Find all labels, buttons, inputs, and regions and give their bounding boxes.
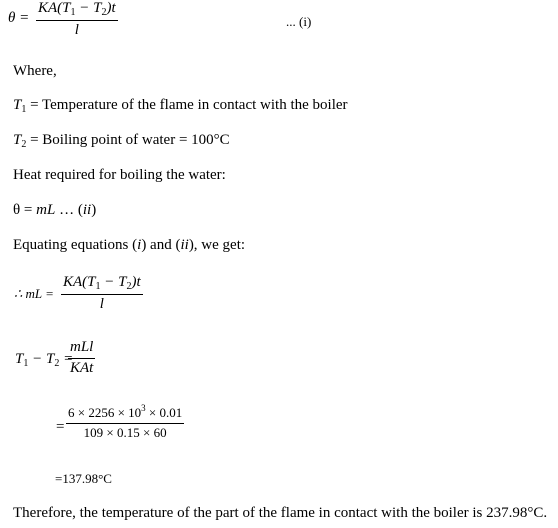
definition-t1: $T_1$ = Temperature of the flame in contact with the boiler	[13, 97, 348, 115]
eq4-fraction	[68, 339, 95, 377]
definition-t2: $T_2$ = Boiling point of water = 100°C	[13, 132, 230, 150]
eq5-denominator: 109 × 0.15 × 60	[83, 425, 167, 440]
eq3-numerator: $KA(T_1 - T_2)t$	[63, 274, 141, 292]
heat-required-line: Heat required for boiling the water:	[13, 167, 226, 183]
eq4-numerator: mLl	[70, 339, 94, 355]
eq1-tag: ... (i)	[286, 14, 312, 29]
eq1-fraction	[36, 0, 118, 39]
conclusion-line: Therefore, the temperature of the part of the flame in contact with the boiler is 237.98°C.	[13, 505, 548, 521]
eq2-line: θ = mL … (ii)	[13, 202, 97, 218]
eq5-fraction	[66, 403, 184, 441]
eq1-fraction-bar	[36, 20, 118, 21]
eq4-denominator: KAt	[70, 360, 94, 376]
eq4-fraction-bar	[68, 358, 95, 359]
where-label: Where,	[13, 63, 57, 79]
eq5-equals: =	[56, 419, 65, 435]
eq1-numerator: $KA(T_1 - T_2)t$	[38, 0, 116, 18]
eq3-fraction	[61, 274, 143, 313]
equating-line: Equating equations (i) and (ii), we get:	[13, 237, 246, 253]
eq6-result: =137.98°C	[55, 471, 112, 486]
eq5-numerator: $6 \times 2256 \times 10^3 \times 0.01$	[68, 403, 183, 420]
eq3-denominator: l	[99, 296, 104, 312]
eq5-fraction-bar	[66, 423, 184, 424]
eq3-lhs: ∴ mL =	[14, 286, 54, 301]
eq1-lhs: θ =	[8, 10, 30, 26]
eq3-fraction-bar	[61, 294, 143, 295]
eq1-denominator: l	[74, 22, 79, 38]
eq4-lhs: $T_1 - T_2$ =	[15, 351, 74, 369]
